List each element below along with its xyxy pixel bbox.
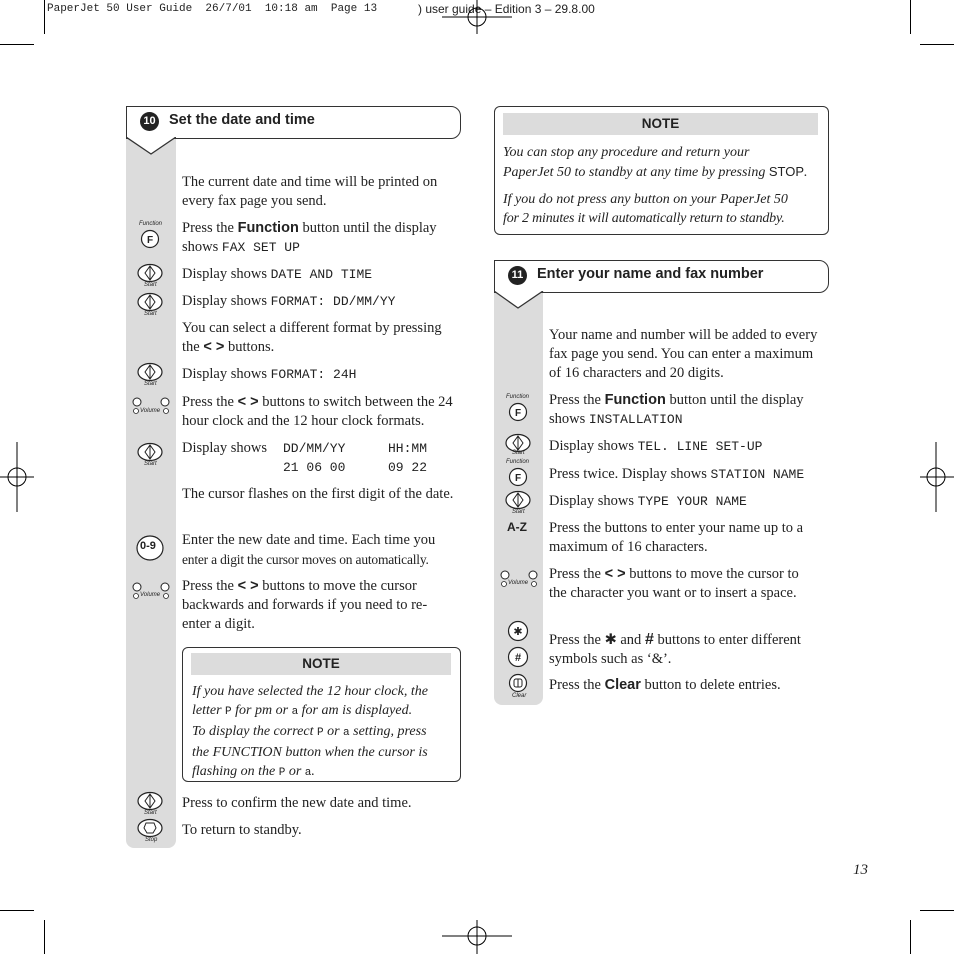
note-text: You can stop any procedure and return your PaperJet 50 to standby at any time by pressing STOP. If you do not press any button on your PaperJet 50 for 2 minutes it will automatically return to standby. [503,145,808,226]
registration-mark [918,440,954,515]
section-title: Enter your name and fax number [537,266,764,282]
start-label: Start [512,509,525,515]
crop-mark [44,0,45,34]
start-button-icon [137,292,163,312]
start-button-icon [505,490,531,510]
note-heading: NOTE [503,113,818,135]
registration-mark [0,440,36,515]
instruction-step: Display shows [182,440,267,456]
svg-text:✱: ✱ [513,625,523,638]
header-pointer [494,291,544,311]
instruction-step: Display shows TYPE YOUR NAME [549,493,747,509]
digits-label: 0-9 [140,540,156,552]
instruction-text: The cursor flashes on the first digit of the date. [182,486,454,502]
section-header [126,106,461,139]
instruction-text: Press the buttons to enter your name up to a maximum of 16 characters. [549,520,804,555]
note-text: If you have selected the 12 hour clock, the letter P for pm or a for am is displayed. To display the correct P or a setting, press the FUNCTION button when the cursor is flashing on the P or a. [192,684,428,779]
intro-text: Your name and number will be added to every fax page you send. You can enter a maximum of 16 characters and 20 digits. [549,327,818,381]
a-z-label: A-Z [507,520,527,534]
print-slug: PaperJet 50 User Guide 26/7/01 10:18 am Page 13 [47,3,378,15]
crop-mark [920,44,954,45]
print-slug-right: ) user guide – Edition 3 – 29.8.00 [418,2,595,16]
display-readout: HH:MM [388,441,428,456]
instruction-step: Display shows FORMAT: 24H [182,366,357,382]
crop-mark [910,0,911,34]
display-readout: 21 06 00 [283,460,346,475]
instruction-text: Press the ✱ and # buttons to enter different symbols such as ‘&’. [549,631,801,667]
display-readout: DD/MM/YY [283,441,346,456]
start-label: Start [144,282,157,288]
volume-buttons-icon [131,581,171,601]
svg-text:F: F [146,235,154,246]
instruction-step: Display shows TEL. LINE SET-UP [549,438,763,454]
crop-mark [0,910,34,911]
start-label: Start [144,810,157,816]
function-label: Function [506,394,530,400]
function-button-icon [508,402,528,422]
page-number: 13 [853,862,868,878]
instruction-step: Press the Function button until the display shows FAX SET UP [182,220,437,255]
instruction-step: Press twice. Display shows STATION NAME [549,466,805,482]
note-heading: NOTE [191,653,451,675]
instruction-text: You can select a different format by pressing the < > buttons. [182,320,442,355]
svg-text:F: F [514,408,522,419]
crop-mark [920,910,954,911]
header-pointer [126,137,176,157]
start-label: Start [144,311,157,317]
volume-buttons-icon [499,569,539,589]
instruction-text: Enter the new date and time. Each time you enter a digit the cursor moves on automatically. [182,532,436,567]
instruction-text: To return to standby. [182,822,302,838]
instruction-text: Press to confirm the new date and time. [182,795,412,811]
star-button-icon [507,620,529,642]
instruction-text: Press the < > buttons to move the cursor to the character you want or to insert a space. [549,566,799,601]
function-label: Function [506,459,530,465]
instruction-text: Press the < > buttons to switch between the 24 hour clock and the 12 hour clock formats. [182,394,453,429]
section-header [494,260,829,293]
instruction-step: Press the Function button until the display shows INSTALLATION [549,392,804,427]
volume-label: Volume [140,592,161,598]
hash-button-icon [507,646,529,668]
registration-mark [440,0,515,36]
instruction-text: Press the < > buttons to move the cursor backwards and forwards if you need to re-enter a digit. [182,578,428,632]
start-button-icon [137,362,163,382]
svg-text:F: F [514,473,522,484]
instruction-step: Display shows DATE AND TIME [182,266,373,282]
stop-label: Stop [145,837,158,843]
function-button-icon [508,467,528,487]
registration-mark [440,918,515,954]
start-label: Start [144,461,157,467]
clear-label: Clear [512,693,527,699]
volume-label: Volume [140,408,161,414]
start-label: Start [144,381,157,387]
function-label: Function [139,221,163,227]
section-number: 11 [508,266,527,285]
instruction-step: Display shows FORMAT: DD/MM/YY [182,293,396,309]
intro-text: The current date and time will be printed on every fax page you send. [182,174,438,209]
stop-button-icon [137,818,163,838]
crop-mark [0,44,34,45]
section-number: 10 [140,112,159,131]
volume-label: Volume [508,580,529,586]
start-label: Start [512,450,525,456]
display-readout: 09 22 [388,460,428,475]
crop-mark [910,920,911,954]
start-button-icon [137,442,163,462]
start-button-icon [137,263,163,283]
start-button-icon [137,791,163,811]
clear-button-icon [507,673,529,693]
instruction-text: Press the Clear button to delete entries. [549,677,781,693]
svg-text:#: # [514,652,522,664]
crop-mark [44,920,45,954]
section-title: Set the date and time [169,112,315,128]
function-button-icon [140,229,160,249]
